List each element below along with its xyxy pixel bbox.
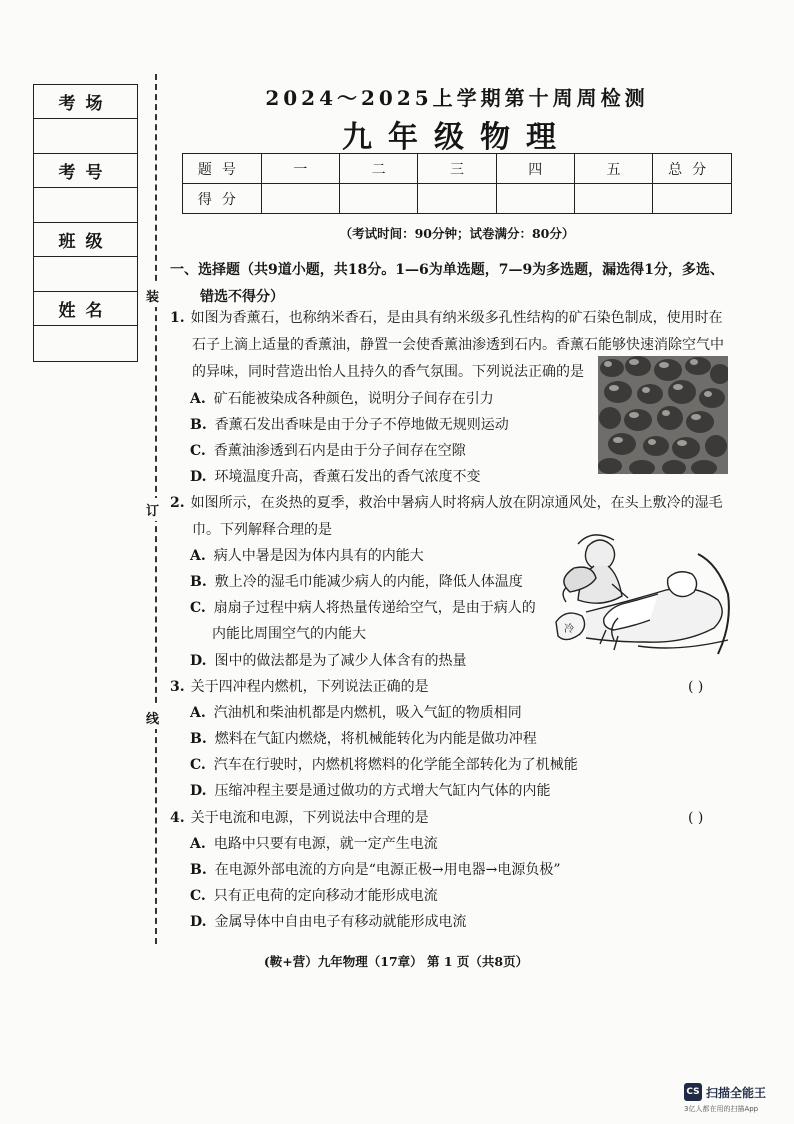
binding-char-xian: 线	[146, 706, 159, 729]
page-footer: (鞍+营）九年物理（17章） 第 1 页（共8页）	[263, 954, 529, 969]
section-heading-line1: 一、选择题（共9道小题，共18分。1—6为单选题，7—9为多选题，漏选得1分，多选、	[170, 262, 724, 278]
scanner-tagline: 3亿人都在用的扫描App	[684, 1105, 759, 1113]
option-label: A.	[190, 548, 206, 564]
svg-text:冷: 冷	[564, 624, 574, 635]
option-label: C.	[190, 757, 206, 773]
option-label: B.	[190, 574, 207, 590]
option-label: B.	[190, 417, 207, 433]
option-text: 香薰石发出香味是由于分子不停地做无规则运动	[214, 417, 509, 433]
option-text: 香薰油渗透到石内是由于分子间存在空隙	[213, 443, 466, 459]
question-number: 1.	[170, 310, 185, 326]
score-header-cell: 一	[261, 154, 339, 184]
score-header-cell: 四	[496, 154, 574, 184]
score-header-cell: 三	[418, 154, 496, 184]
section-heading-line2: 错选不得分）	[200, 289, 284, 305]
option-text: 燃料在气缸内燃烧，将机械能转化为内能是做功冲程	[214, 731, 537, 747]
option-d[interactable]	[190, 464, 481, 491]
score-table	[182, 153, 732, 214]
option-text: 汽油机和柴油机都是内燃机，吸入气缸的物质相同	[213, 705, 522, 721]
question-stem-line: 巾。下列解释合理的是	[192, 522, 332, 538]
answer-paren[interactable]: ( )	[688, 679, 704, 695]
option-text: 敷上冷的湿毛巾能减少病人的内能，降低人体温度	[214, 574, 523, 590]
question-stem-line: 关于电流和电源，下列说法中合理的是	[190, 810, 429, 826]
student-info-table	[33, 84, 138, 362]
class-label: 班级	[34, 223, 137, 257]
option-label: D.	[190, 469, 207, 485]
score-field[interactable]	[496, 184, 574, 214]
score-header-cell: 二	[340, 154, 418, 184]
option-a[interactable]	[190, 700, 522, 727]
option-b[interactable]	[190, 726, 537, 753]
option-text: 内能比周围空气的内能大	[212, 626, 366, 642]
option-text: 环境温度升高，香薰石发出的香气浓度不变	[214, 469, 481, 485]
score-field[interactable]	[340, 184, 418, 214]
exam-number-field[interactable]	[34, 188, 137, 223]
score-value-row	[183, 184, 732, 214]
binding-char-zhuang: 装	[146, 284, 159, 307]
option-label: B.	[190, 862, 207, 878]
question-number: 3.	[170, 679, 185, 695]
option-text: 电路中只要有电源，就一定产生电流	[213, 836, 438, 852]
option-d[interactable]	[190, 648, 467, 675]
option-text: 矿石能被染成各种颜色，说明分子间存在引力	[213, 391, 494, 407]
scanner-watermark	[684, 1083, 788, 1115]
name-label: 姓名	[34, 292, 137, 326]
option-c[interactable]	[190, 883, 438, 910]
exam-room-field[interactable]	[34, 119, 137, 154]
question-stem-line: 关于四冲程内燃机，下列说法正确的是	[190, 679, 429, 695]
question-stem-line: 如图为香薰石，也称纳米香石，是由具有纳米级多孔性结构的矿石染色制成，使用时在	[190, 310, 723, 326]
option-text: 病人中暑是因为体内具有的内能大	[213, 548, 424, 564]
binding-char-ding: 订	[146, 498, 159, 521]
option-b[interactable]	[190, 412, 509, 439]
question-stem-line: 石子上滴上适量的香薰油，静置一会使香薰油渗透到石内。香薰石能够快速消除空气中	[192, 337, 724, 353]
option-label: D.	[190, 783, 207, 799]
question-3	[170, 674, 750, 701]
option-c-continued	[212, 621, 366, 648]
option-label: D.	[190, 653, 207, 669]
heatstroke-patient-illustration	[548, 534, 734, 662]
section-heading	[170, 257, 750, 311]
option-c[interactable]	[190, 752, 578, 779]
exam-room-label: 考场	[34, 85, 137, 119]
option-text: 在电源外部电流的方向是“电源正极→用电器→电源负极”	[214, 862, 561, 878]
scanner-logo-icon: CS	[684, 1083, 702, 1101]
option-text: 汽车在行驶时，内燃机将燃料的化学能全部转化为了机械能	[213, 757, 578, 773]
option-label: A.	[190, 836, 206, 852]
question-number: 2.	[170, 495, 185, 511]
question-stem-line: 如图所示，在炎热的夏季，救治中暑病人时将病人放在阴凉通风处，在头上敷冷的湿毛	[190, 495, 723, 511]
score-field[interactable]	[574, 184, 652, 214]
option-label: D.	[190, 914, 207, 930]
score-row-label: 得分	[183, 184, 262, 214]
question-stem-line: 的异味，同时营造出怡人且持久的香气氛围。下列说法正确的是	[192, 364, 584, 380]
score-field[interactable]	[261, 184, 339, 214]
option-b[interactable]	[190, 857, 561, 884]
option-d[interactable]	[190, 909, 467, 936]
question-number: 4.	[170, 810, 185, 826]
option-c[interactable]	[190, 438, 466, 465]
exam-number-label: 考号	[34, 154, 137, 188]
option-label: B.	[190, 731, 207, 747]
option-label: C.	[190, 888, 206, 904]
option-label: A.	[190, 391, 206, 407]
score-header-row	[183, 154, 732, 184]
class-field[interactable]	[34, 257, 137, 292]
exam-title: 九年级物理	[342, 120, 572, 155]
option-a[interactable]	[190, 543, 424, 570]
aroma-stone-image	[598, 356, 728, 474]
option-text: 金属导体中自由电子有移动就能形成电流	[214, 914, 467, 930]
option-label: C.	[190, 443, 206, 459]
exam-info: （考试时间：90分钟；试卷满分：80分）	[339, 226, 575, 241]
name-field[interactable]	[34, 326, 137, 361]
scanner-name: 扫描全能王	[706, 1086, 767, 1100]
option-d[interactable]	[190, 778, 551, 805]
option-text: 只有正电荷的定向移动才能形成电流	[213, 888, 438, 904]
score-field[interactable]	[418, 184, 496, 214]
option-label: C.	[190, 600, 206, 616]
option-a[interactable]	[190, 386, 494, 413]
option-text: 图中的做法都是为了减少人体含有的热量	[214, 653, 467, 669]
score-header-cell: 五	[574, 154, 652, 184]
score-header-cell: 题号	[183, 154, 262, 184]
option-c[interactable]	[190, 595, 536, 622]
score-header-cell: 总分	[653, 154, 732, 184]
option-text: 压缩冲程主要是通过做功的方式增大气缸内气体的内能	[214, 783, 551, 799]
option-b[interactable]	[190, 569, 523, 596]
answer-paren[interactable]: ( )	[688, 810, 704, 826]
option-label: A.	[190, 705, 206, 721]
option-text: 扇扇子过程中病人将热量传递给空气，是由于病人的	[213, 600, 536, 616]
score-field[interactable]	[653, 184, 732, 214]
question-4	[170, 805, 750, 832]
exam-subtitle: 2024～2025上学期第十周周检测	[265, 86, 649, 110]
option-a[interactable]	[190, 831, 438, 858]
